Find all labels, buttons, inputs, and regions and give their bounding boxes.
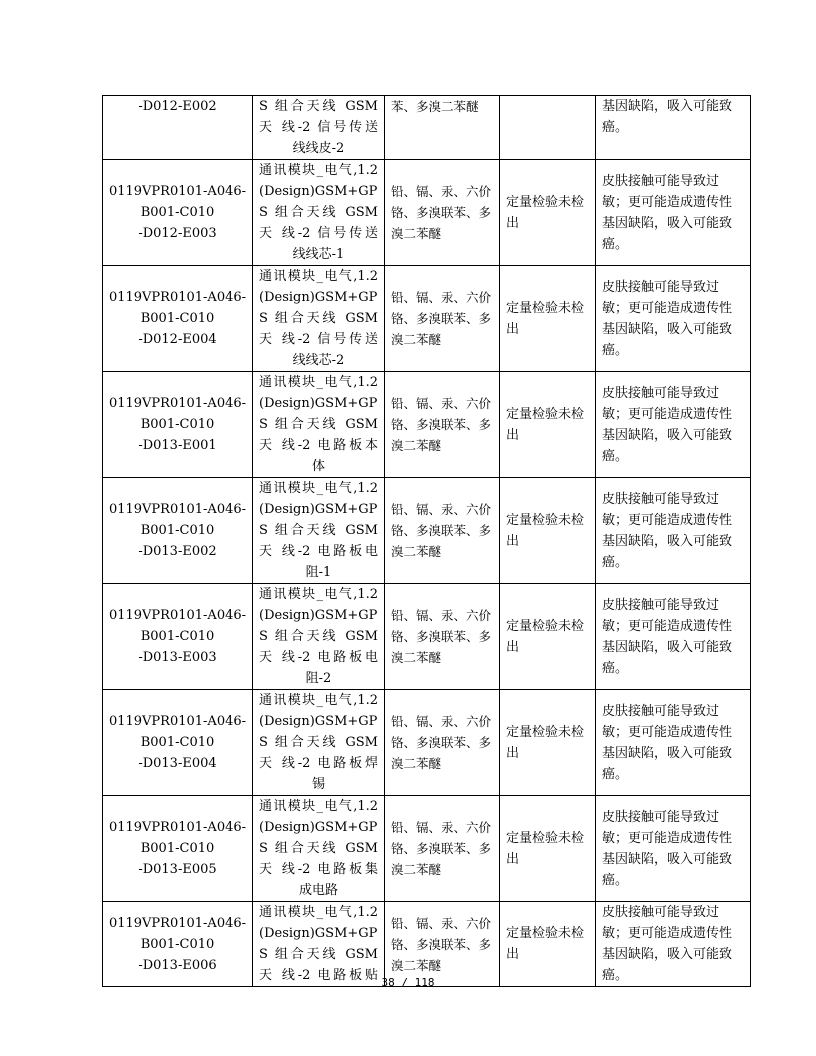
part-name-cell	[253, 372, 385, 478]
part-name-cell	[253, 478, 385, 584]
table-body	[103, 96, 751, 987]
part-code-line: 0119VPR0101-A046-	[108, 608, 247, 623]
part-name-line: (Design)GSM+GP	[259, 502, 378, 517]
part-name-line: S 组合天线 GSM	[259, 735, 378, 750]
part-code-line: -D013-E006	[138, 957, 217, 973]
part-name-line: 线线芯-2	[292, 353, 345, 368]
part-code-line: B001-C010	[140, 841, 215, 856]
part-code-line: -D013-E002	[138, 544, 217, 559]
part-name-line: 成电路	[298, 883, 338, 898]
part-code-line: -D013-E001	[138, 438, 217, 453]
part-name-line: (Design)GSM+GP	[259, 396, 378, 411]
part-name-line: 线线皮-2	[292, 141, 345, 156]
test-result-cell: 定量检验未检出	[500, 902, 596, 987]
part-name-line: 锡	[311, 777, 325, 792]
part-name-line: 通讯模块_电气,1.2	[259, 481, 378, 496]
part-code-cell	[103, 266, 253, 372]
part-code-line: B001-C010	[140, 523, 215, 538]
part-name-line: S 组合天线 GSM	[259, 947, 378, 962]
part-code-line: B001-C010	[140, 311, 215, 326]
table-row	[103, 584, 751, 690]
part-name-line: 通讯模块_电气,1.2	[259, 799, 378, 814]
test-result-cell: 定量检验未检出	[500, 584, 596, 690]
part-name-line: 天 线-2 信号传送	[259, 120, 378, 135]
health-risk-cell: 皮肤接触可能导致过敏；更可能造成遗传性基因缺陷，吸入可能致癌。	[596, 690, 751, 796]
part-code-cell	[103, 96, 253, 160]
table-row	[103, 902, 751, 987]
part-name-line: (Design)GSM+GP	[259, 820, 378, 835]
part-name-line: S 组合天线 GSM	[259, 99, 378, 114]
part-name-cell	[253, 160, 385, 266]
health-risk-cell: 皮肤接触可能导致过敏；更可能造成遗传性基因缺陷，吸入可能致癌。	[596, 796, 751, 902]
part-code-line: 0119VPR0101-A046-	[108, 290, 247, 305]
health-risk-cell: 皮肤接触可能导致过敏；更可能造成遗传性基因缺陷，吸入可能致癌。	[596, 478, 751, 584]
substances-cell: 铅、镉、汞、六价铬、多溴联苯、多溴二苯醚	[385, 690, 500, 796]
table-row	[103, 478, 751, 584]
part-code-cell	[103, 478, 253, 584]
part-code-line: 0119VPR0101-A046-	[108, 915, 247, 931]
part-code-cell	[103, 584, 253, 690]
part-name-line: (Design)GSM+GP	[259, 926, 378, 941]
part-name-line: 通讯模块_电气,1.2	[259, 693, 378, 708]
part-name-line: S 组合天线 GSM	[259, 523, 378, 538]
part-code-line: -D013-E004	[138, 756, 217, 771]
part-code-cell	[103, 902, 253, 987]
part-name-line: 天 线-2 信号传送	[259, 226, 378, 241]
part-code-line: -D012-E004	[138, 332, 217, 347]
part-name-line: 天 线-2 信号传送	[259, 332, 378, 347]
part-name-line: 天 线-2 电路板集	[259, 862, 378, 877]
part-code-cell	[103, 796, 253, 902]
substances-cell: 铅、镉、汞、六价铬、多溴联苯、多溴二苯醚	[385, 796, 500, 902]
part-code-cell	[103, 372, 253, 478]
part-name-line: (Design)GSM+GP	[259, 714, 378, 729]
health-risk-cell: 皮肤接触可能导致过敏；更可能造成遗传性基因缺陷，吸入可能致癌。	[596, 266, 751, 372]
part-name-line: 天 线-2 电路板电	[259, 544, 378, 559]
part-code-line: B001-C010	[140, 205, 215, 220]
part-code-line: 0119VPR0101-A046-	[108, 714, 247, 729]
test-result-cell: 定量检验未检出	[500, 266, 596, 372]
health-risk-cell: 皮肤接触可能导致过敏；更可能造成遗传性基因缺陷，吸入可能致癌。	[596, 160, 751, 266]
test-result-cell: 定量检验未检出	[500, 690, 596, 796]
part-name-line: S 组合天线 GSM	[259, 629, 378, 644]
part-name-line: (Design)GSM+GP	[259, 608, 378, 623]
part-name-line: 天 线-2 电路板电	[259, 650, 378, 665]
part-name-cell	[253, 266, 385, 372]
part-code-line: 0119VPR0101-A046-	[108, 396, 247, 411]
part-name-line: 线线芯-1	[292, 247, 345, 262]
table-row	[103, 96, 751, 160]
health-risk-cell: 基因缺陷，吸入可能致癌。	[596, 96, 751, 160]
part-name-line: 阻-2	[305, 671, 332, 686]
part-name-line: 阻-1	[305, 565, 332, 580]
part-name-line: 通讯模块_电气,1.2	[259, 269, 378, 284]
substances-cell: 铅、镉、汞、六价铬、多溴联苯、多溴二苯醚	[385, 160, 500, 266]
part-name-line: S 组合天线 GSM	[259, 841, 378, 856]
table-row	[103, 160, 751, 266]
part-name-line: S 组合天线 GSM	[259, 417, 378, 432]
part-code-cell	[103, 160, 253, 266]
part-code-line: 0119VPR0101-A046-	[108, 184, 247, 199]
part-name-cell	[253, 796, 385, 902]
part-code-line: -D013-E003	[138, 650, 217, 665]
table-row	[103, 690, 751, 796]
part-name-cell	[253, 690, 385, 796]
part-name-cell	[253, 584, 385, 690]
substances-cell: 铅、镉、汞、六价铬、多溴联苯、多溴二苯醚	[385, 372, 500, 478]
part-code-cell	[103, 690, 253, 796]
part-code-line: -D012-E002	[138, 99, 217, 114]
part-name-line: 天 线-2 电路板本	[259, 438, 378, 453]
part-code-line: B001-C010	[140, 936, 215, 952]
table-row	[103, 266, 751, 372]
health-risk-cell: 皮肤接触可能导致过敏；更可能造成遗传性基因缺陷，吸入可能致癌。	[596, 372, 751, 478]
part-code-line: B001-C010	[140, 417, 215, 432]
substances-cell: 铅、镉、汞、六价铬、多溴联苯、多溴二苯醚	[385, 584, 500, 690]
part-name-cell	[253, 96, 385, 160]
part-name-line: S 组合天线 GSM	[259, 205, 378, 220]
part-name-line: 通讯模块_电气,1.2	[259, 905, 378, 920]
page-number: 38 / 118	[381, 976, 435, 989]
part-code-line: -D013-E005	[138, 862, 217, 877]
part-name-line: 天 线-2 电路板焊	[259, 756, 378, 771]
part-name-line: 通讯模块_电气,1.2	[259, 375, 378, 390]
part-name-line: S 组合天线 GSM	[259, 311, 378, 326]
substances-cell: 铅、镉、汞、六价铬、多溴联苯、多溴二苯醚	[385, 266, 500, 372]
table-row	[103, 372, 751, 478]
part-name-line: (Design)GSM+GP	[259, 290, 378, 305]
test-result-cell: 定量检验未检出	[500, 160, 596, 266]
part-code-line: 0119VPR0101-A046-	[108, 502, 247, 517]
part-name-line: (Design)GSM+GP	[259, 184, 378, 199]
test-result-cell: 定量检验未检出	[500, 478, 596, 584]
part-name-line: 体	[311, 459, 325, 474]
test-result-cell: 定量检验未检出	[500, 796, 596, 902]
part-code-line: B001-C010	[140, 735, 215, 750]
test-result-cell: 定量检验未检出	[500, 372, 596, 478]
health-risk-cell: 皮肤接触可能导致过敏；更可能造成遗传性基因缺陷，吸入可能致癌。	[596, 584, 751, 690]
substances-cell: 铅、镉、汞、六价铬、多溴联苯、多溴二苯醚	[385, 902, 500, 987]
part-code-line: B001-C010	[140, 629, 215, 644]
test-result-cell	[500, 96, 596, 160]
health-risk-cell: 皮肤接触可能导致过敏；更可能造成遗传性基因缺陷，吸入可能致癌。	[596, 902, 751, 987]
substance-table	[102, 95, 751, 987]
table-row	[103, 796, 751, 902]
part-code-line: -D012-E003	[138, 226, 217, 241]
part-code-line: 0119VPR0101-A046-	[108, 820, 247, 835]
part-name-line: 通讯模块_电气,1.2	[259, 163, 378, 178]
part-name-cell	[253, 902, 385, 987]
part-name-line: 天 线-2 电路板贴	[259, 968, 378, 983]
substances-cell: 铅、镉、汞、六价铬、多溴联苯、多溴二苯醚	[385, 478, 500, 584]
substances-cell: 苯、多溴二苯醚	[385, 96, 500, 160]
part-name-line: 通讯模块_电气,1.2	[259, 587, 378, 602]
